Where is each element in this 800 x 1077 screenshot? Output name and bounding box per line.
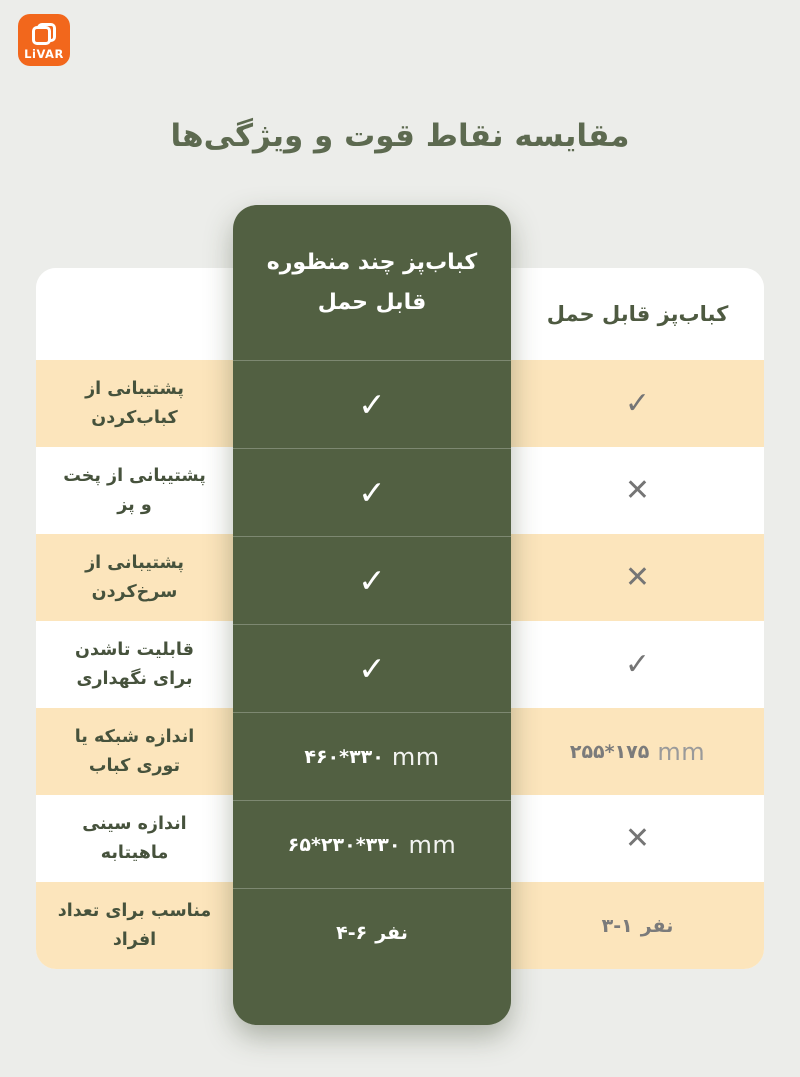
- measurement-value: [570, 738, 705, 766]
- featured-product-name-line2: قابل حمل: [317, 290, 427, 315]
- featured-column: [233, 205, 511, 1025]
- competitor-value-cell: [511, 360, 764, 447]
- competitor-value-cell: [511, 534, 764, 621]
- competitor-value-cell: [511, 882, 764, 969]
- row-label: پشتیبانی از سرخ‌کردن: [36, 534, 233, 621]
- featured-value-cell: [233, 448, 511, 536]
- check-icon: ✓: [358, 561, 386, 600]
- measurement-value: [304, 743, 439, 771]
- value-unit: mm: [408, 830, 457, 859]
- competitor-value-cell: [511, 708, 764, 795]
- check-icon: ✓: [358, 473, 386, 512]
- value-unit: نفر: [375, 921, 408, 944]
- featured-value-cell: [233, 800, 511, 888]
- competitor-value-cell: [511, 447, 764, 534]
- measurement-value: [288, 831, 456, 859]
- value-number: ۲۵۵*۱۷۵: [569, 740, 650, 763]
- check-icon: ✓: [358, 385, 386, 424]
- featured-value-cell: [233, 360, 511, 448]
- check-icon: ✓: [624, 385, 651, 421]
- value-unit: mm: [391, 742, 440, 771]
- featured-value-cell: [233, 624, 511, 712]
- row-label: اندازه سینی ماهیتابه: [36, 795, 233, 882]
- featured-value-cell: [233, 536, 511, 624]
- row-label: قابلیت تاشدن برای نگهداری: [36, 621, 233, 708]
- value-unit: نفر: [640, 914, 674, 937]
- featured-product-name-line1: کباب‌پز چند منظوره: [266, 250, 478, 275]
- page-title: مقایسه نقاط قوت و ویژگی‌ها: [170, 117, 630, 154]
- row-label: پشتیبانی از کباب‌کردن: [36, 360, 233, 447]
- featured-column-footer: [233, 976, 511, 1025]
- featured-column-header: [233, 205, 511, 360]
- competitor-value-cell: [511, 795, 764, 882]
- measurement-value: [336, 922, 408, 944]
- featured-value-cell: [233, 712, 511, 800]
- featured-value-cell: [233, 888, 511, 976]
- row-label: پشتیبانی از پخت و پز: [36, 447, 233, 534]
- check-icon: ✓: [358, 649, 386, 688]
- check-icon: ✓: [624, 646, 651, 682]
- cross-icon: ✕: [624, 559, 651, 595]
- measurement-value: [602, 915, 674, 937]
- competitor-value-cell: [511, 621, 764, 708]
- value-number: ۳-۱: [601, 914, 633, 937]
- row-label: اندازه شبکه یا توری کباب: [36, 708, 233, 795]
- value-unit: mm: [657, 737, 706, 766]
- value-number: ۴۶۰*۳۳۰: [304, 745, 384, 768]
- row-label: مناسب برای تعداد افراد: [36, 882, 233, 969]
- cross-icon: ✕: [624, 472, 651, 508]
- value-number: ۶۵*۲۳۰*۳۳۰: [287, 833, 401, 856]
- competitor-column-header: کباب‌پز قابل حمل: [511, 268, 764, 360]
- header-label-spacer: [36, 268, 233, 360]
- logo-text: LiVAR: [24, 46, 64, 61]
- value-number: ۴-۶: [336, 921, 368, 944]
- cross-icon: ✕: [624, 820, 651, 856]
